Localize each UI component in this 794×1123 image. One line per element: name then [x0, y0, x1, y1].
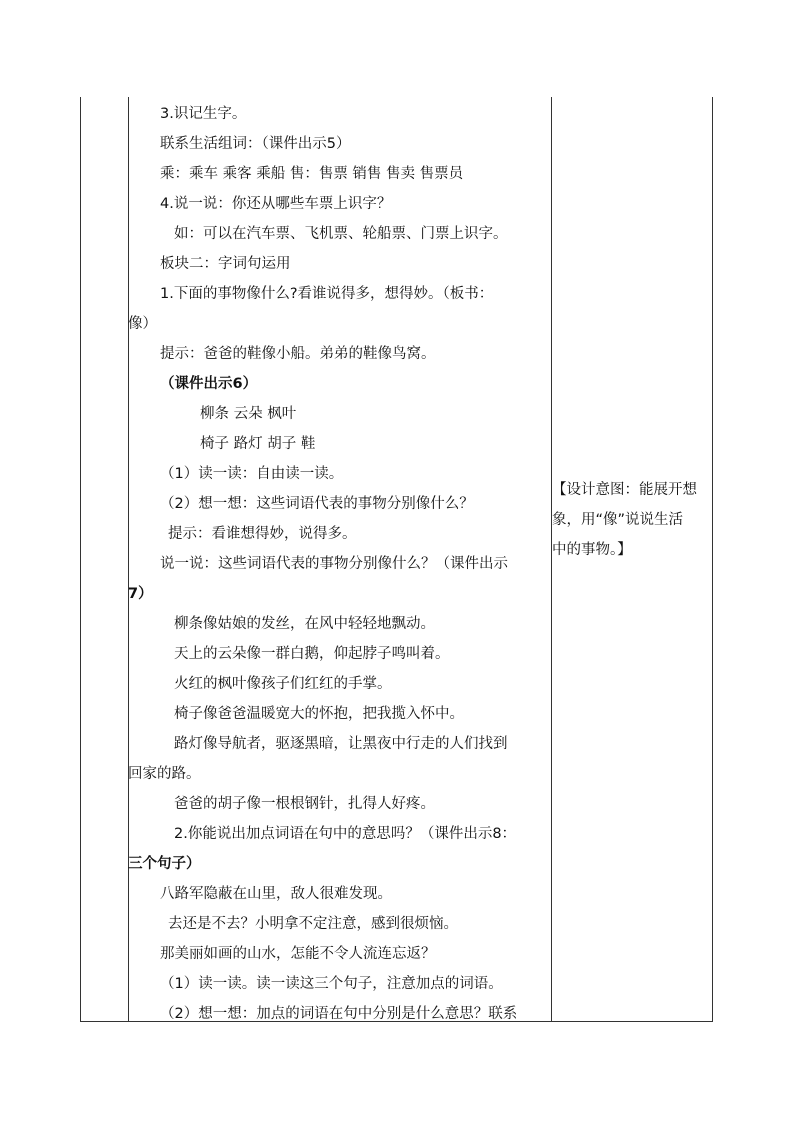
table-border-right — [712, 97, 713, 1021]
lesson-line: 天上的云朵像一群白鹅，仰起脖子鸣叫着。 — [174, 646, 450, 662]
lesson-line: （2）想一想：加点的词语在句中分别是什么意思？联系 — [160, 1006, 518, 1022]
lesson-line: 回家的路。 — [128, 766, 201, 782]
lesson-line: 去还是不去？小明拿不定注意，感到很烦恼。 — [168, 916, 458, 932]
lesson-line: 提示：看谁想得妙，说得多。 — [168, 526, 357, 542]
lesson-line: 火红的枫叶像孩子们红红的手掌。 — [174, 676, 392, 692]
design-note-line: 【设计意图：能展开想 — [552, 482, 697, 498]
lesson-line: （课件出示6） — [160, 376, 258, 392]
lesson-line: 像） — [128, 316, 157, 332]
lesson-line: （2）想一想：这些词语代表的事物分别像什么？ — [160, 496, 474, 512]
lesson-line: 椅子 路灯 胡子 鞋 — [200, 436, 316, 452]
lesson-content — [128, 99, 550, 1029]
lesson-line: （1）读一读：自由读一读。 — [160, 466, 344, 482]
lesson-line: 4.说一说：你还从哪些车票上识字？ — [160, 196, 392, 212]
design-note-line: 象，用“像”说说生活 — [552, 512, 684, 528]
table-border-left — [80, 97, 81, 1021]
lesson-line: 柳条 云朵 枫叶 — [200, 406, 297, 422]
lesson-line: （1）读一读。读一读这三个句子，注意加点的词语。 — [160, 976, 503, 992]
lesson-line: 7） — [128, 586, 153, 602]
lesson-line: 八路军隐蔽在山里，敌人很难发现。 — [160, 886, 392, 902]
lesson-line: 椅子像爸爸温暖宽大的怀抱，把我揽入怀中。 — [174, 706, 464, 722]
lesson-line: 路灯像导航者，驱逐黑暗，让黑夜中行走的人们找到 — [174, 736, 508, 752]
lesson-line: 爸爸的胡子像一根根钢针，扎得人好疼。 — [174, 796, 435, 812]
lesson-line: 提示：爸爸的鞋像小船。弟弟的鞋像鸟窝。 — [160, 346, 436, 362]
lesson-line: 如：可以在汽车票、飞机票、轮船票、门票上识字。 — [174, 226, 508, 242]
lesson-line: 3.识记生字。 — [160, 106, 247, 122]
lesson-line: 三个句子） — [128, 856, 201, 872]
lesson-line: 板块二：字词句运用 — [160, 256, 291, 272]
lesson-line: 柳条像姑娘的发丝，在风中轻轻地飘动。 — [174, 616, 435, 632]
lesson-line: 2.你能说出加点词语在句中的意思吗？（课件出示8： — [174, 826, 517, 842]
design-note-line: 中的事物。】 — [552, 542, 632, 558]
design-intent-note — [552, 475, 712, 565]
lesson-line: 说一说：这些词语代表的事物分别像什么？（课件出示 — [160, 556, 508, 572]
lesson-line: 1.下面的事物像什么?看谁说得多，想得妙。（板书： — [160, 286, 494, 302]
lesson-line: 乘：乘车 乘客 乘船 售：售票 销售 售卖 售票员 — [160, 166, 464, 182]
lesson-line: 联系生活组词：（课件出示5） — [160, 136, 351, 152]
lesson-line: 那美丽如画的山水，怎能不令人流连忘返？ — [160, 946, 436, 962]
